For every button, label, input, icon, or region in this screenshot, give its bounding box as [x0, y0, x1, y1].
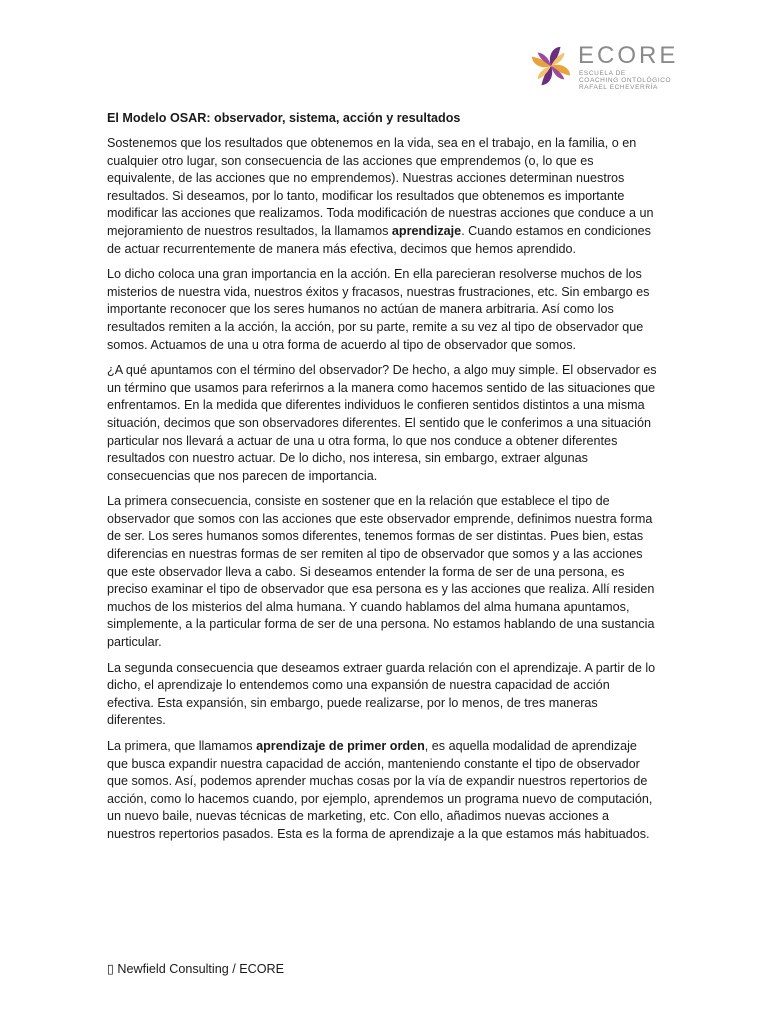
paragraph-1 — [107, 135, 659, 258]
paragraph-3: ¿A qué apuntamos con el término del observador? De hecho, a algo muy simple. El observador es un término que usamos para referirnos a la manera como hacemos sentido de las situaciones que enfrentamos. En la medida que diferentes individuos le confieren sentidos distintos a una misma situación, decimos que son observadores diferentes. El sentido que le conferimos a una situación particular nos llevará a actuar de una u otra forma, lo que nos conduce a obtener diferentes resultados con nuestro actuar. De lo dicho, nos interesa, sin embargo, extraer algunas consecuencias que nos parecen de importancia. — [107, 363, 657, 483]
logo-subtitle-line3: RAFAEL ECHEVERRÍA — [579, 84, 658, 91]
page-footer: ▯ Newfield Consulting / ECORE — [107, 962, 285, 976]
paragraph-1-bold: aprendizaje — [391, 223, 462, 238]
paragraph-5: La segunda consecuencia que deseamos extraer guarda relación con el aprendizaje. A partir de lo dicho, el aprendizaje lo entendemos como una expansión de nuestra capacidad de acción efectiva. Esta expansión, sin embargo, puede realizarse, por lo menos, de tres maneras diferentes. — [107, 660, 656, 728]
paragraph-4: La primera consecuencia, consiste en sostener que en la relación que establece el tipo de observador que somos con las acciones que este observador emprende, definimos nuestra forma de ser. Los seres humanos somos diferentes, tenemos formas de ser distintas. Pues bien, estas diferencias en nuestras formas de ser remiten al tipo de observador que somos y a las acciones que este observador lleva a cabo. Si deseamos entender la forma de ser de una persona, es preciso examinar el tipo de observador que esa persona es y las acciones que realiza. Allí residen muchos de los misterios del alma humana. Y cuando hablamos del alma humana apuntamos, simplemente, a la particular forma de ser de una persona. No estamos hablando de una sustancia particular. — [107, 494, 655, 650]
document-body — [107, 110, 659, 852]
ecore-logo — [530, 44, 730, 100]
document-title: El Modelo OSAR: observador, sistema, acción y resultados — [107, 111, 461, 125]
paragraph-1-text-a: Sostenemos que los resultados que obtenemos en la vida, sea en el trabajo, en la familia, o en cualquier otro lugar, son consecuencia de las acciones que emprendemos (o, lo que es equivalente, de las acciones que no emprendemos). Nuestras acciones determinan nuestros resultados. Si deseamos, por lo tanto, modificar los resultados que obtenemos es importante modificar las acciones que realizamos. Toda modificación de nuestras acciones que conduce a un mejoramiento de nuestros resultados, la llamamos — [107, 136, 654, 238]
paragraph-6-bold: aprendizaje de primer orden — [256, 739, 425, 753]
paragraph-6 — [107, 738, 659, 844]
paragraph-1-text-b: . Cuando estamos en condiciones de actuar recurrentemente de manera más efectiva, decimos que hemos aprendido. — [107, 223, 651, 256]
paragraph-2: Lo dicho coloca una gran importancia en la acción. En ella parecieran resolverse muchos de los misterios de nuestra vida, nuestros éxitos y fracasos, nuestras frustraciones, etc. Sin embargo es importante reconocer que los seres humanos no actúan de manera arbitraria. Así como los resultados remiten a la acción, la acción, por su parte, remite a su vez al tipo de observador que somos. Actuamos de una u otra forma de acuerdo al tipo de observador que somos. — [107, 267, 650, 352]
logo-subtitle-line1: ESCUELA DE — [579, 70, 626, 77]
paragraph-6-text-b: , es aquella modalidad de aprendizaje que busca expandir nuestra capacidad de acción, manteniendo constante el tipo de observador que somos. Así, podemos aprender muchas cosas por la vía de expandir nuestros repertorios de acción, como lo hacemos cuando, por ejemplo, aprendemos un programa nuevo de computación, un nuevo baile, nuevas técnicas de marketing, etc. Con ello, añadimos nuevas acciones a nuestros repertorios pasados. Esta es la forma de aprendizaje a la que estamos más habituados. — [107, 739, 653, 841]
ecore-flower-icon — [530, 44, 572, 88]
logo-wordmark: ECORE — [578, 42, 679, 69]
paragraph-6-text-a: La primera, que llamamos — [107, 739, 257, 753]
logo-subtitle-line2: COACHING ONTOLÓGICO — [579, 77, 672, 84]
